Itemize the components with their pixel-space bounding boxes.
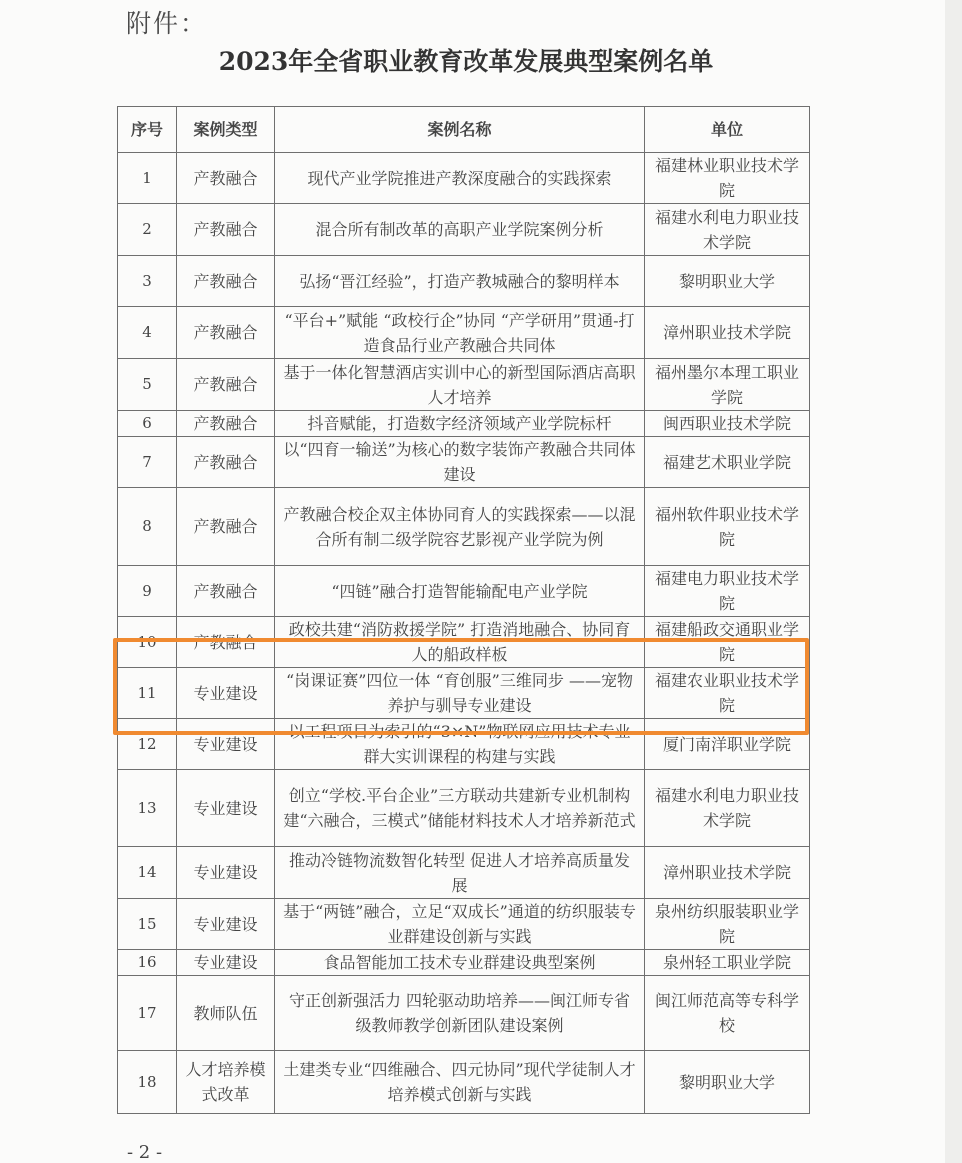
cell-unit: 黎明职业大学 <box>645 1051 810 1114</box>
cell-name: 基于一体化智慧酒店实训中心的新型国际酒店高职人才培养 <box>275 359 645 411</box>
cell-seq: 15 <box>118 899 177 950</box>
cell-type: 专业建设 <box>177 770 275 847</box>
cell-type: 专业建设 <box>177 950 275 976</box>
table-row <box>118 411 810 437</box>
cell-seq: 4 <box>118 307 177 359</box>
cell-unit: 福建船政交通职业学院 <box>645 617 810 668</box>
table-row <box>118 1051 810 1114</box>
cell-seq: 2 <box>118 204 177 256</box>
cell-name: 土建类专业“四维融合、四元协同”现代学徒制人才培养模式创新与实践 <box>275 1051 645 1114</box>
cell-type: 专业建设 <box>177 847 275 899</box>
table-row <box>118 488 810 566</box>
table-row <box>118 847 810 899</box>
cell-seq: 3 <box>118 256 177 307</box>
cell-name: “岗课证赛”四位一体 “育创服”三维同步 ——宠物养护与驯导专业建设 <box>275 668 645 719</box>
cell-type: 产教融合 <box>177 256 275 307</box>
cell-seq: 11 <box>118 668 177 719</box>
cell-seq: 18 <box>118 1051 177 1114</box>
cell-name: 创立“学校.平台企业”三方联动共建新专业机制构建“六融合，三模式”储能材料技术人才培养新范式 <box>275 770 645 847</box>
header-type: 案例类型 <box>177 107 275 153</box>
case-list-table <box>117 106 810 1114</box>
cell-name: 基于“两链”融合，立足“双成长”通道的纺织服装专业群建设创新与实践 <box>275 899 645 950</box>
cell-seq: 16 <box>118 950 177 976</box>
cell-name: “平台+”赋能 “政校行企”协同 “产学研用”贯通-打造食品行业产教融合共同体 <box>275 307 645 359</box>
cell-type: 产教融合 <box>177 359 275 411</box>
cell-unit: 闽江师范高等专科学校 <box>645 976 810 1051</box>
header-name: 案例名称 <box>275 107 645 153</box>
cell-unit: 漳州职业技术学院 <box>645 847 810 899</box>
table-row <box>118 770 810 847</box>
cell-name: 政校共建“消防救援学院” 打造消地融合、协同育人的船政样板 <box>275 617 645 668</box>
cell-unit: 福建艺术职业学院 <box>645 437 810 488</box>
cell-unit: 福建林业职业技术学院 <box>645 153 810 204</box>
cell-name: 现代产业学院推进产教深度融合的实践探索 <box>275 153 645 204</box>
cell-seq: 9 <box>118 566 177 617</box>
cell-seq: 8 <box>118 488 177 566</box>
cell-seq: 14 <box>118 847 177 899</box>
table-row <box>118 359 810 411</box>
cell-seq: 13 <box>118 770 177 847</box>
table-row <box>118 437 810 488</box>
cell-unit: 福州墨尔本理工职业学院 <box>645 359 810 411</box>
cell-unit: 泉州纺织服装职业学院 <box>645 899 810 950</box>
cell-type: 产教融合 <box>177 488 275 566</box>
cell-unit: 闽西职业技术学院 <box>645 411 810 437</box>
cell-unit: 福建水利电力职业技术学院 <box>645 770 810 847</box>
table-row <box>118 204 810 256</box>
cell-type: 人才培养模式改革 <box>177 1051 275 1114</box>
cell-type: 教师队伍 <box>177 976 275 1051</box>
attachment-label: 附件： <box>126 9 208 38</box>
cell-name: 产教融合校企双主体协同育人的实践探索——以混合所有制二级学院容艺影视产业学院为例 <box>275 488 645 566</box>
cell-seq: 5 <box>118 359 177 411</box>
table-row <box>118 950 810 976</box>
table-row <box>118 153 810 204</box>
cell-name: 以“四育一输送”为核心的数字装饰产教融合共同体建设 <box>275 437 645 488</box>
cell-name: 守正创新强活力 四轮驱动助培养——闽江师专省级教师教学创新团队建设案例 <box>275 976 645 1051</box>
cell-type: 产教融合 <box>177 437 275 488</box>
cell-type: 产教融合 <box>177 411 275 437</box>
table-row <box>118 566 810 617</box>
table-header-row <box>118 107 810 153</box>
cell-unit: 福建电力职业技术学院 <box>645 566 810 617</box>
page-number: - 2 - <box>127 1142 163 1163</box>
cell-name: 混合所有制改革的高职产业学院案例分析 <box>275 204 645 256</box>
cell-seq: 6 <box>118 411 177 437</box>
page-edge <box>945 0 962 1163</box>
table-row <box>118 719 810 770</box>
cell-unit: 福州软件职业技术学院 <box>645 488 810 566</box>
cell-type: 产教融合 <box>177 153 275 204</box>
cell-name: 食品智能加工技术专业群建设典型案例 <box>275 950 645 976</box>
cell-unit: 福建水利电力职业技术学院 <box>645 204 810 256</box>
table-row <box>118 617 810 668</box>
header-unit: 单位 <box>645 107 810 153</box>
cell-type: 专业建设 <box>177 719 275 770</box>
table-row <box>118 668 810 719</box>
cell-type: 产教融合 <box>177 566 275 617</box>
document-title: 2023年全省职业教育改革发展典型案例名单 <box>218 47 714 76</box>
table-row <box>118 899 810 950</box>
cell-name: 以工程项目为索引的“3×N”物联网应用技术专业群大实训课程的构建与实践 <box>275 719 645 770</box>
table-row <box>118 307 810 359</box>
cell-name: 推动冷链物流数智化转型 促进人才培养高质量发展 <box>275 847 645 899</box>
cell-type: 专业建设 <box>177 899 275 950</box>
table-row <box>118 256 810 307</box>
header-seq: 序号 <box>118 107 177 153</box>
cell-unit: 福建农业职业技术学院 <box>645 668 810 719</box>
cell-seq: 10 <box>118 617 177 668</box>
cell-unit: 厦门南洋职业学院 <box>645 719 810 770</box>
cell-seq: 17 <box>118 976 177 1051</box>
cell-name: “四链”融合打造智能输配电产业学院 <box>275 566 645 617</box>
cell-type: 专业建设 <box>177 668 275 719</box>
cell-unit: 漳州职业技术学院 <box>645 307 810 359</box>
cell-name: 抖音赋能，打造数字经济领域产业学院标杆 <box>275 411 645 437</box>
cell-type: 产教融合 <box>177 617 275 668</box>
table-row <box>118 976 810 1051</box>
cell-type: 产教融合 <box>177 204 275 256</box>
cell-seq: 12 <box>118 719 177 770</box>
cell-unit: 泉州轻工职业学院 <box>645 950 810 976</box>
cell-seq: 1 <box>118 153 177 204</box>
cell-unit: 黎明职业大学 <box>645 256 810 307</box>
cell-name: 弘扬“晋江经验”，打造产教城融合的黎明样本 <box>275 256 645 307</box>
cell-seq: 7 <box>118 437 177 488</box>
cell-type: 产教融合 <box>177 307 275 359</box>
